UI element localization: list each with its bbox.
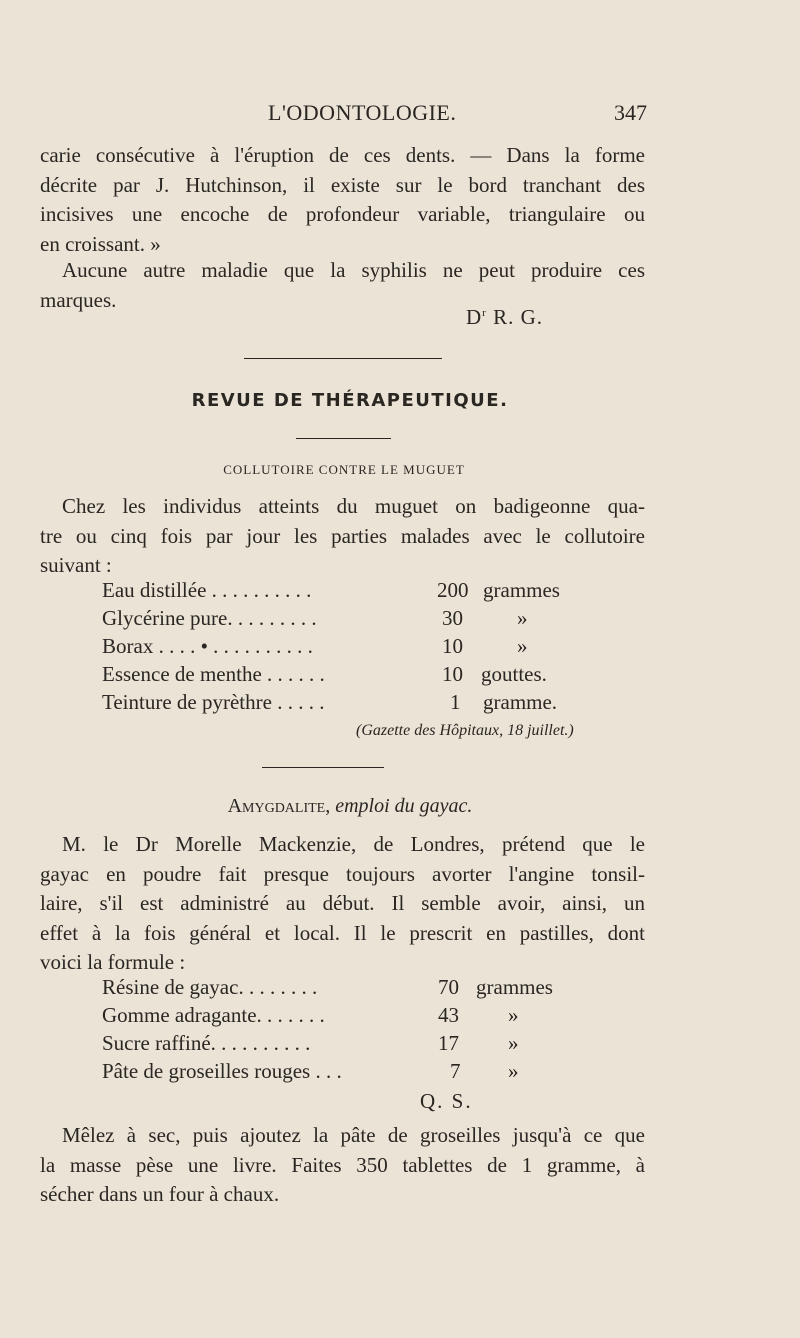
ingredient-name: Glycérine pure. . . . . . . . . [102, 606, 317, 630]
ingredient-unit: » [508, 1059, 519, 1083]
text-line: la masse pèse une livre. Faites 350 tablettes de 1 gramme, à [40, 1152, 645, 1177]
text-line: décrite par J. Hutchinson, il existe sur le bord tranchant des [40, 172, 645, 197]
text-line: marques. [40, 287, 117, 312]
author-signature: $D^r$ R. G. [466, 305, 544, 329]
ingredient-unit: grammes [476, 975, 553, 999]
page-number: 347 [614, 100, 647, 125]
text-line: gayac en poudre fait presque toujours avorter l'angine tonsil- [40, 861, 645, 886]
article1-paragraph [40, 492, 645, 581]
ingredient-quantity: 10 [442, 634, 463, 658]
ingredient-name: Borax . . . . • . . . . . . . . . . [102, 634, 313, 658]
text-line: effet à la fois général et local. Il le prescrit en pastilles, dont [40, 920, 645, 945]
ingredient-quantity: 10 [442, 662, 463, 686]
ingredient-name: Essence de menthe . . . . . . [102, 662, 325, 686]
text-line: Chez les individus atteints du muguet on badigeonne qua- [62, 494, 645, 518]
ingredient-unit: » [517, 606, 528, 630]
text-line: sécher dans un four à chaux. [40, 1182, 280, 1206]
ingredient-quantity: 70 [438, 975, 459, 999]
text-line: Mêlez à sec, puis ajoutez la pâte de groseilles jusqu'à ce que [62, 1123, 645, 1147]
divider-rule [262, 767, 384, 768]
ingredient-quantity: 30 [442, 606, 463, 630]
text-line: tre ou cinq fois par jour les parties malades avec le collutoire [40, 523, 645, 548]
divider-rule [244, 358, 442, 359]
second-paragraph [40, 256, 645, 315]
text-line: laire, s'il est administré au début. Il semble avoir, ainsi, un [40, 891, 645, 915]
text-line: en croissant. » [40, 231, 161, 256]
ingredient-quantity: 43 [438, 1003, 459, 1027]
quantum-satis: Q. S. [420, 1089, 473, 1113]
text-line: voici la formule : [40, 950, 186, 974]
ingredient-unit: gouttes. [481, 662, 547, 686]
closing-paragraph [40, 1121, 645, 1210]
article-heading: Amygdalite, emploi du gayac. [227, 795, 473, 817]
text-line: carie consécutive à l'éruption de ces dents. — Dans la forme [40, 143, 645, 167]
ingredient-name: Eau distillée . . . . . . . . . . [102, 578, 312, 602]
ingredient-quantity: 1 [450, 690, 461, 714]
text-line: suivant : [40, 553, 112, 577]
page-header [0, 100, 800, 130]
ingredient-name: Sucre raffiné. . . . . . . . . . [102, 1031, 311, 1055]
ingredient-name: Teinture de pyrèthre . . . . . [102, 690, 325, 714]
ingredient-name: Résine de gayac. . . . . . . . [102, 975, 318, 999]
ingredient-quantity: 7 [450, 1059, 461, 1083]
text-line: Aucune autre maladie que la syphilis ne peut produire ces [62, 258, 645, 282]
ingredient-quantity: 200 [437, 578, 469, 602]
running-title: L'ODONTOLOGIE. [268, 100, 457, 125]
ingredient-name: Pâte de groseilles rouges . . . [102, 1059, 342, 1083]
ingredient-unit: » [517, 634, 528, 658]
citation: (Gazette des Hôpitaux, 18 juillet.) [356, 722, 574, 739]
divider-rule [296, 438, 391, 439]
article-heading: COLLUTOIRE CONTRE LE MUGUET [223, 462, 465, 477]
ingredient-unit: » [508, 1031, 519, 1055]
ingredient-unit: gramme. [483, 690, 558, 714]
ingredient-unit: » [508, 1003, 519, 1027]
article2-paragraph [40, 830, 645, 978]
ingredient-quantity: 17 [438, 1031, 459, 1055]
ingredient-name: Gomme adragante. . . . . . . [102, 1003, 325, 1027]
text-line: incisives une encoche de profondeur variable, triangulaire ou [40, 202, 645, 226]
section-title: REVUE DE THÉRAPEUTIQUE. [191, 390, 509, 411]
ingredient-unit: grammes [483, 578, 560, 602]
text-line: M. le Dr Morelle Mackenzie, de Londres, prétend que le [62, 832, 645, 856]
intro-paragraph [40, 141, 645, 259]
